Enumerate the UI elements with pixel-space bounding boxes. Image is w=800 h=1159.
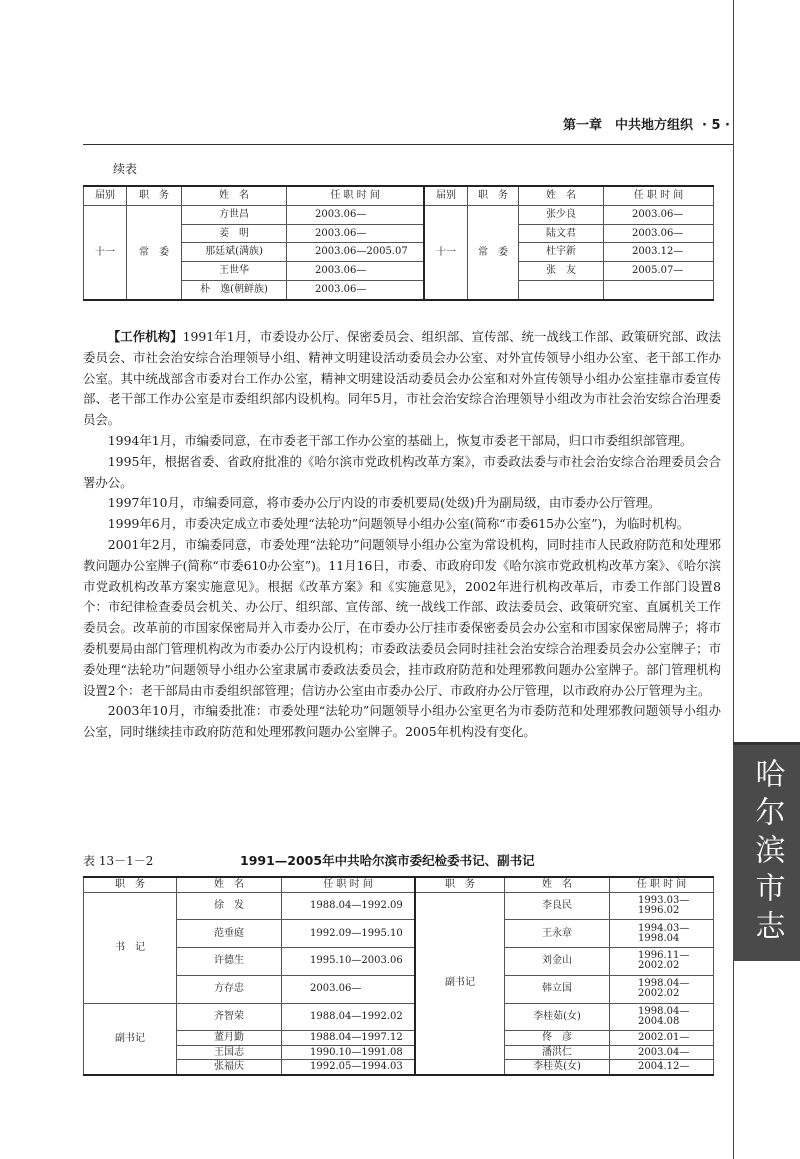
term-cell: 1988.04—1997.12 xyxy=(282,1031,416,1046)
term-cell: 2003.06— xyxy=(604,206,714,225)
session-cell: 十一 xyxy=(84,206,127,300)
empty-cell xyxy=(604,280,714,300)
term-cell: 1996.11—2002.02 xyxy=(610,948,714,976)
paragraph: 1997年10月，市编委同意，将市委办公厅内设的市委机要局(处级)升为副局级，由市委办公厅管理。 xyxy=(107,495,661,511)
position-cell: 副书记 xyxy=(84,1003,177,1075)
term-cell: 1992.09—1995.10 xyxy=(282,920,416,948)
members-table xyxy=(83,185,714,301)
name-cell: 刘金山 xyxy=(505,948,610,976)
name-cell: 张福庆 xyxy=(177,1060,282,1075)
term-cell: 2003.06— xyxy=(287,262,425,281)
paragraph: 1999年6月，市委决定成立市委处理“法轮功”问题领导小组办公室(简称“市委615办公室”)，为临时机构。 xyxy=(107,516,690,532)
paragraph: 1995年，根据省委、省政府批准的《哈尔滨市党政机构改革方案》，市委政法委与市社会治安综合治理委员会合署办公。 xyxy=(83,453,721,490)
chapter-title: 第一章 中共地方组织 xyxy=(562,118,693,133)
name-cell: 许德生 xyxy=(177,948,282,976)
position-cell: 常 委 xyxy=(127,206,182,300)
name-cell: 杜宇新 xyxy=(519,243,604,262)
col-header: 姓 名 xyxy=(519,186,604,206)
name-cell: 方存忠 xyxy=(177,975,282,1003)
side-tab xyxy=(733,742,800,961)
side-title: 哈尔滨市志 xyxy=(749,758,785,948)
col-header: 职 务 xyxy=(127,186,182,206)
table-row xyxy=(84,948,714,976)
term-cell: 1998.04—2004.08 xyxy=(610,1003,714,1031)
name-cell: 王国志 xyxy=(177,1045,282,1060)
term-cell: 2003.04— xyxy=(610,1045,714,1060)
paragraph: 1994年1月，市编委同意，在市委老干部工作办公室的基础上，恢复市委老干部局，归口市委组织部管理。 xyxy=(107,432,693,448)
col-header: 任 职 时 间 xyxy=(610,877,714,892)
name-cell: 张 友 xyxy=(519,262,604,281)
term-cell: 2003.06— xyxy=(282,975,416,1003)
name-cell: 范垂庭 xyxy=(177,920,282,948)
col-header: 届别 xyxy=(424,186,468,206)
col-header: 职 务 xyxy=(415,877,505,892)
name-cell: 李桂英(女) xyxy=(505,1060,610,1075)
page-number: · 5 · xyxy=(702,118,730,133)
paragraph: 2001年2月，市编委同意，市委处理“法轮功”问题领导小组办公室为常设机构，同时挂市人民政府防范和处理邪教问题办公室牌子(简称“市委610办公室”)。11月16日，市委、市政府印发《哈尔滨市党政机构改革方案》、《哈尔滨市党政机构改革方案实施意见》。根据《改革方案》和《实施意见》，2002年进行机构改革后，市委工作部门设置8个：市纪律检查委员会机关、办公厅、组织部、宣传部、统一战线工作部、政法委员会、政策研究室、直属机关工作委员会。改革前的市国家保密局并入市委办公厅，在市委办公厅挂市委保密委员会办公室和市国家保密局牌子；将市委机要局由部门管理机构改为市委办公厅内设机构；市委政法委员会同时挂社会治安综合治理委员会办公室牌子；市委处理“法轮功”问题领导小组办公室隶属市委政法委员会，挂市政府防范和处理邪教问题办公室牌子。部门管理机构设置2个：老干部局由市委组织部管理；信访办公室由市委办公厅、市政府办公厅管理，以市政府办公厅管理为主。 xyxy=(83,536,721,698)
empty-cell xyxy=(519,280,604,300)
name-cell: 韩立国 xyxy=(505,975,610,1003)
paragraph: 2003年10月，市编委批准：市委处理“法轮功”问题领导小组办公室更名为市委防范和处理邪教问题领导小组办公室，同时继续挂市政府防范和处理邪教问题办公室牌子。2005年机构没有变化。 xyxy=(83,703,721,740)
position-cell: 常 委 xyxy=(468,206,519,300)
term-cell: 2003.06— xyxy=(287,280,425,300)
col-header: 姓 名 xyxy=(505,877,610,892)
term-cell: 1990.10—1991.08 xyxy=(282,1045,416,1060)
term-cell: 1988.04—1992.09 xyxy=(282,892,416,920)
position-cell: 书 记 xyxy=(84,892,177,1003)
term-cell: 1993.03—1996.02 xyxy=(610,892,714,920)
col-header: 姓 名 xyxy=(177,877,282,892)
table-row xyxy=(84,1045,714,1060)
term-cell: 2005.07— xyxy=(604,262,714,281)
term-cell: 1988.04—1992.02 xyxy=(282,1003,416,1031)
position-cell: 副书记 xyxy=(415,892,505,1075)
margin-rule xyxy=(733,0,734,1159)
name-cell: 王永章 xyxy=(505,920,610,948)
term-cell: 2003.06— xyxy=(604,224,714,243)
name-cell: 佟 彦 xyxy=(505,1031,610,1046)
name-cell: 方世昌 xyxy=(182,206,287,225)
term-cell: 1995.10—2003.06 xyxy=(282,948,416,976)
table-row xyxy=(84,920,714,948)
continued-label: 续表 xyxy=(113,162,138,176)
name-cell: 董月勤 xyxy=(177,1031,282,1046)
term-cell: 2003.06— xyxy=(287,206,425,225)
section-lead: 【工作机构】 xyxy=(107,329,183,344)
table-row xyxy=(84,975,714,1003)
name-cell: 王世华 xyxy=(182,262,287,281)
name-cell: 潘洪仁 xyxy=(505,1045,610,1060)
term-cell: 2002.01— xyxy=(610,1031,714,1046)
table-row xyxy=(84,1003,714,1031)
term-cell: 2003.06—2005.07 xyxy=(287,243,425,262)
name-cell: 朴 逸(朝鲜族) xyxy=(182,280,287,300)
table-label: 表 13－1－2 xyxy=(83,854,154,868)
name-cell: 李桂茹(女) xyxy=(505,1003,610,1031)
table-row xyxy=(84,206,714,225)
name-cell: 姜 明 xyxy=(182,224,287,243)
name-cell: 徐 发 xyxy=(177,892,282,920)
discipline-table xyxy=(83,876,714,1076)
term-cell: 1998.04—2002.02 xyxy=(610,975,714,1003)
col-header: 任 职 时 间 xyxy=(282,877,416,892)
table-row xyxy=(84,892,714,920)
table-header-row xyxy=(84,877,714,892)
name-cell: 那廷斌(满族) xyxy=(182,243,287,262)
name-cell: 陆文君 xyxy=(519,224,604,243)
col-header: 职 务 xyxy=(468,186,519,206)
table-row xyxy=(84,1060,714,1075)
session-cell: 十一 xyxy=(424,206,468,300)
col-header: 姓 名 xyxy=(182,186,287,206)
col-header: 届别 xyxy=(84,186,127,206)
name-cell: 张少良 xyxy=(519,206,604,225)
running-header xyxy=(560,114,730,133)
term-cell: 2003.06— xyxy=(287,224,425,243)
term-cell: 2003.12— xyxy=(604,243,714,262)
table-header-row xyxy=(84,186,714,206)
term-cell: 1992.05—1994.03 xyxy=(282,1060,416,1075)
col-header: 任 职 时 间 xyxy=(604,186,714,206)
term-cell: 2004.12— xyxy=(610,1060,714,1075)
body-text xyxy=(83,327,721,743)
table-row xyxy=(84,1031,714,1046)
name-cell: 李良民 xyxy=(505,892,610,920)
col-header: 职 务 xyxy=(84,877,177,892)
table-title: 1991—2005年中共哈尔滨市委纪检委书记、副书记 xyxy=(240,853,535,868)
col-header: 任 职 时 间 xyxy=(287,186,425,206)
name-cell: 齐智荣 xyxy=(177,1003,282,1031)
paragraph: 【工作机构】1991年1月，市委设办公厅、保密委员会、组织部、宣传部、统一战线工作部、政策研究部、政法委员会、市社会治安综合治理领导小组、精神文明建设活动委员会办公室、对外宣传领导小组办公室、老干部工作办公室。其中统战部含市委对台工作办公室，精神文明建设活动委员会办公室和对外宣传领导小组办公室挂靠市委宣传部、老干部工作办公室是市委组织部内设机构。同年5月，市社会治安综合治理领导小组改为市社会治安综合治理委员会。 xyxy=(83,329,722,428)
header-rule xyxy=(83,144,733,145)
term-cell: 1994.03—1998.04 xyxy=(610,920,714,948)
